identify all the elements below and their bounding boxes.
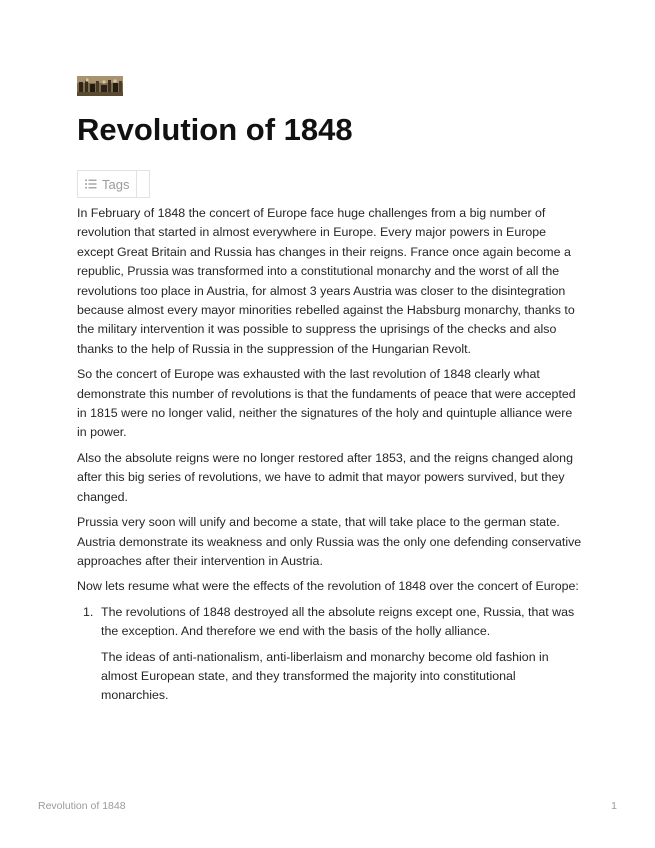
list-item <box>77 603 582 706</box>
page-number: 1 <box>611 800 617 812</box>
paragraph: Now lets resume what were the effects of the revolution of 1848 over the concert of Europe: <box>77 579 579 594</box>
list-icon <box>85 179 97 189</box>
tags-label: Tags <box>102 176 130 192</box>
numbered-list <box>77 603 582 706</box>
paragraph: In February of 1848 the concert of Europe face huge challenges from a big number of revolution that started in almost everywhere in Europe. Every major powers in Europe except Great Britain and Russia has changes in their reigns. France once again become a republic, Prussia was transformed into a constitutional monarchy and the worst of all the revolutions too place in Austria, for almost 3 years Austria was closer to the disintegration because almost every mayor minorities rebelled against the Habsburg monarchy, thanks to the military intervention it was possible to suppress the uprisings of the checks and also thanks to the help of Russia in the suppression of the Hungarian Revolt. <box>77 206 575 356</box>
page-footer <box>38 800 617 812</box>
list-item-number: 1. <box>83 604 94 619</box>
tags-property[interactable] <box>77 170 150 198</box>
footer-title: Revolution of 1848 <box>38 800 126 812</box>
list-item-text: The revolutions of 1848 destroyed all the absolute reigns except one, Russia, that was the exception. And therefore we end with the basis of the holly alliance. <box>101 604 575 639</box>
cover-image <box>77 76 123 96</box>
paragraph: So the concert of Europe was exhausted with the last revolution of 1848 clearly what demonstrate this number of revolutions is that the fundaments of peace that were accepted in 1815 were no longer valid, neither the signatures of the holy and quintuple alliance were in power. <box>77 367 576 440</box>
page-title: Revolution of 1848 <box>77 112 353 147</box>
paragraph: Also the absolute reigns were no longer restored after 1853, and the reigns changed along after this big series of revolutions, we have to admit that mayor powers survived, but they changed. <box>77 450 573 504</box>
paragraph: Prussia very soon will unify and become a state, that will take place to the german state. Austria demonstrate its weakness and only Russia was the only one defending conservative approaches after their intervention in Austria. <box>77 515 582 568</box>
list-item-subtext: The ideas of anti-nationalism, anti-liberlaism and monarchy become old fashion in almost European state, and they transformed the majority into constitutional monarchies. <box>101 649 549 703</box>
document-page <box>77 76 582 712</box>
